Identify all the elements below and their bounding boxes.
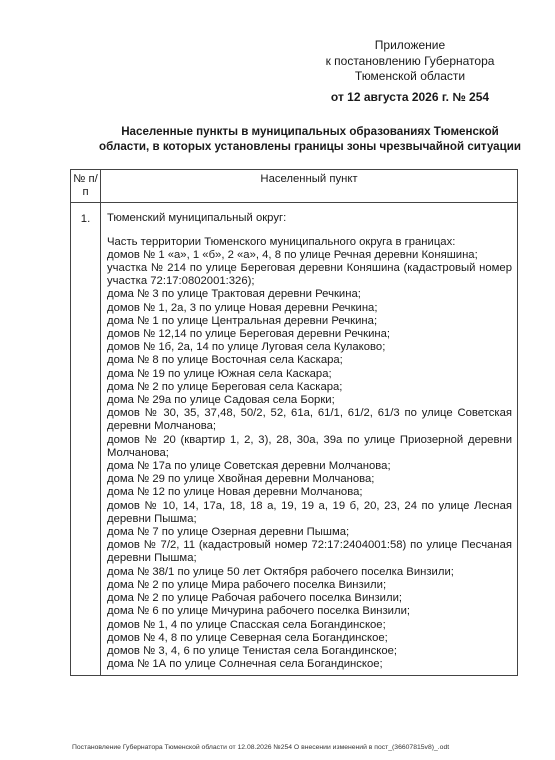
address-line: домов № 1б, 2а, 14 по улице Луговая села Кулаково; [107, 341, 386, 354]
address-line: дома № 1А по улице Солнечная села Богандинское; [107, 658, 383, 671]
address-line: домов № 12,14 по улице Береговая деревни Речкина; [107, 328, 391, 341]
appendix-label: Приложение [374, 38, 446, 52]
appendix-header [300, 38, 520, 105]
address-line: домов № 10, 14, 17а, 18, 18 а, 19, 19 а, 19 б, 20, 23, 24 по улице Лесная деревни Пышма; [107, 499, 512, 525]
territory-intro: Часть территории Тюменского муниципального округа в границах: [107, 235, 456, 248]
settlements-table [70, 169, 518, 676]
table-header-row [71, 170, 518, 203]
settlement-cell [101, 203, 518, 676]
table-row [71, 203, 518, 676]
address-list [107, 249, 512, 672]
address-line: дома № 2 по улице Береговая села Каскара; [107, 380, 343, 393]
document-title [70, 124, 550, 154]
address-line: домов № 20 (квартир 1, 2, 3), 28, 30а, 39а по улице Приозерной деревни Молчанова; [107, 433, 512, 459]
address-line: домов № 1, 2а, 3 по улице Новая деревни Речкина; [107, 301, 378, 314]
address-line: дома № 6 по улице Мичурина рабочего поселка Винзили; [107, 605, 411, 618]
column-header-settlement: Населенный пункт [101, 170, 518, 203]
appendix-line-2: Тюменской области [354, 69, 466, 83]
address-line: домов № 7/2, 11 (кадастровый номер 72:17:2404001:58) по улице Песчаная деревни Пышма; [107, 539, 512, 565]
column-header-number: № п/п [71, 170, 101, 203]
address-line: дома № 2 по улице Мира рабочего поселка Винзили; [107, 578, 387, 591]
address-line: домов № 3, 4, 6 по улице Тенистая села Богандинское; [107, 644, 398, 657]
address-line: дома № 8 по улице Восточная села Каскара; [107, 354, 343, 367]
address-line: домов № 1 «а», 1 «б», 2 «а», 4, 8 по улице Речная деревни Коняшина; [107, 248, 478, 261]
address-line: дома № 3 по улице Трактовая деревни Речкина; [107, 288, 361, 301]
address-line: дома № 2 по улице Рабочая рабочего поселка Винзили; [107, 592, 403, 605]
address-line: дома № 19 по улице Южная села Каскара; [107, 367, 332, 380]
address-line: дома № 12 по улице Новая деревни Молчанова; [107, 486, 363, 499]
row-number: 1. [71, 203, 101, 676]
appendix-line-1: к постановлению Губернатора [325, 53, 495, 68]
address-line: дома № 1 по улице Центральная деревни Речкина; [107, 314, 378, 327]
address-line: дома № 38/1 по улице 50 лет Октября рабочего поселка Винзили; [107, 565, 454, 578]
document-title-line-1: Населенные пункты в муниципальных образованиях Тюменской [121, 125, 499, 138]
document-footer: Постановление Губернатора Тюменской области от 12.08.2026 №254 О внесении изменений в пост_(36607815v8)_.odt [72, 744, 450, 751]
address-line: дома № 7 по улице Озерная деревни Пышма; [107, 526, 350, 539]
address-line: участка № 214 по улице Береговая деревни Коняшина (кадастровый номер участка 72:17:0802001:326); [107, 262, 512, 288]
address-line: домов № 1, 4 по улице Спасская села Богандинское; [107, 618, 386, 631]
document-title-line-2: области, в которых установлены границы зоны чрезвычайной ситуации [99, 140, 521, 153]
district-name: Тюменский муниципальный округ: [107, 212, 287, 225]
address-line: дома № 29а по улице Садовая села Борки; [107, 394, 335, 407]
appendix-date: от 12 августа 2026 г. № 254 [330, 89, 490, 104]
address-line: домов № 30, 35, 37,48, 50/2, 52, 61а, 61/1, 61/2, 61/3 по улице Советская деревни Молчанова; [107, 407, 512, 433]
address-line: дома № 29 по улице Хвойная деревни Молчанова; [107, 473, 375, 486]
address-line: домов № 4, 8 по улице Северная села Богандинское; [107, 631, 388, 644]
address-line: дома № 17а по улице Советская деревни Молчанова; [107, 460, 391, 473]
